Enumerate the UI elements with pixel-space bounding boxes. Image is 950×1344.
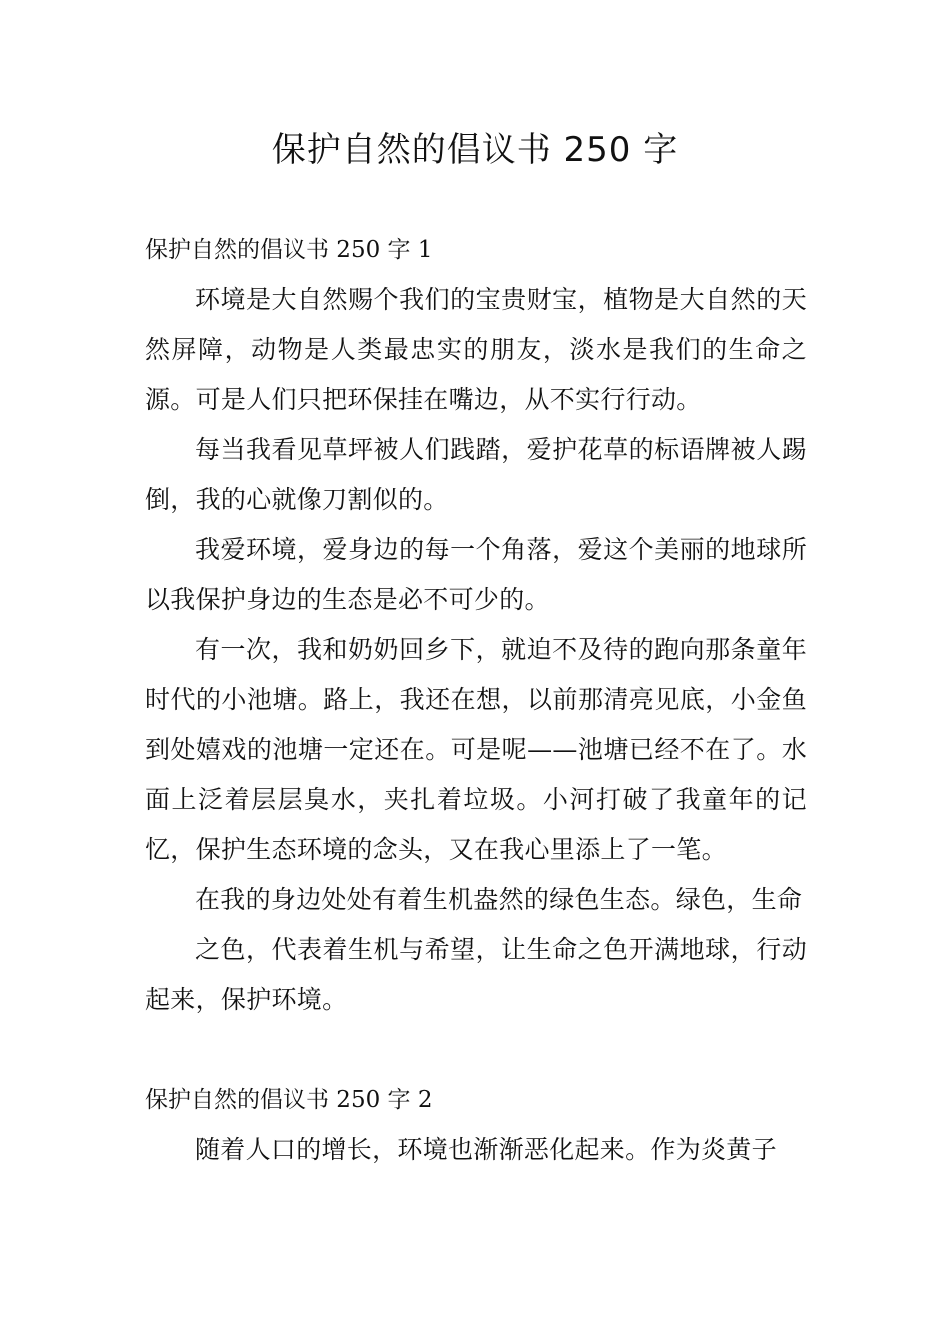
paragraph: 随着人口的增长，环境也渐渐恶化起来。作为炎黄子 bbox=[195, 1135, 777, 1164]
section-heading: 保护自然的倡议书 250 字 2 bbox=[145, 1087, 433, 1113]
paragraph: 环境是大自然赐个我们的宝贵财宝，植物是大自然的天然屏障，动物是人类最忠实的朋友，淡水是我们的生命之源。可是人们只把环保挂在嘴边，从不实行行动。 bbox=[145, 285, 807, 414]
section-heading: 保护自然的倡议书 250 字 1 bbox=[145, 237, 433, 263]
document-body bbox=[145, 225, 807, 1175]
paragraph: 有一次，我和奶奶回乡下，就迫不及待的跑向那条童年时代的小池塘。路上，我还在想，以前那清亮见底，小金鱼到处嬉戏的池塘一定还在。可是呢——池塘已经不在了。水面上泛着层层臭水，夹扎着垃圾。小河打破了我童年的记忆，保护生态环境的念头，又在我心里添上了一笔。 bbox=[145, 635, 807, 864]
paragraph: 之色，代表着生机与希望，让生命之色开满地球，行动起来，保护环境。 bbox=[145, 935, 807, 1014]
section-2 bbox=[145, 1075, 807, 1175]
paragraph: 每当我看见草坪被人们践踏，爱护花草的标语牌被人踢倒，我的心就像刀割似的。 bbox=[145, 435, 807, 514]
section-spacer bbox=[145, 1025, 807, 1075]
paragraph: 在我的身边处处有着生机盎然的绿色生态。绿色，生命 bbox=[195, 885, 803, 914]
paragraph: 我爱环境，爱身边的每一个角落，爱这个美丽的地球所以我保护身边的生态是必不可少的。 bbox=[145, 535, 807, 614]
section-1 bbox=[145, 225, 807, 1025]
page-title: 保护自然的倡议书 250 字 bbox=[271, 130, 679, 170]
